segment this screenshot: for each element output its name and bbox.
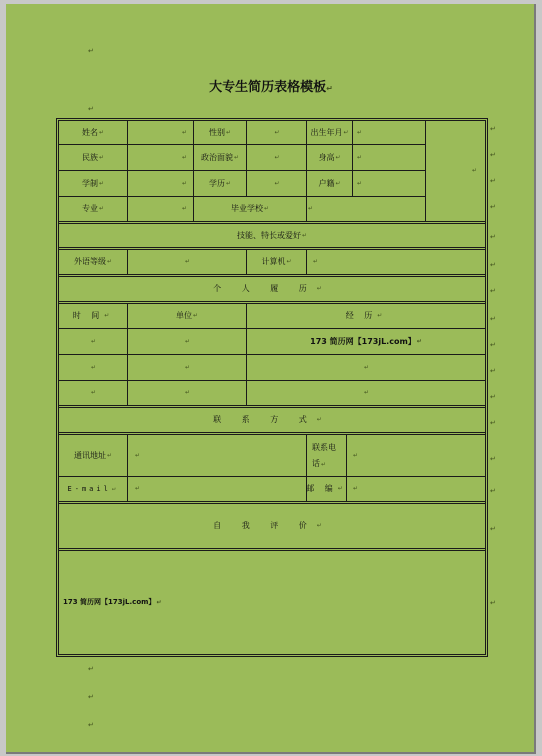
history-row-2-time[interactable]: ↵ bbox=[90, 363, 97, 371]
row-end-mark: ↵ bbox=[490, 315, 496, 323]
paragraph-mark: ↵ bbox=[88, 693, 94, 701]
row-end-mark: ↵ bbox=[490, 203, 496, 211]
history-row-1-time[interactable]: ↵ bbox=[90, 337, 97, 345]
row-end-mark: ↵ bbox=[490, 393, 496, 401]
language-value[interactable]: ↵ bbox=[184, 258, 191, 266]
paragraph-mark: ↵ bbox=[88, 721, 94, 729]
education-label: 学历 ↵ bbox=[208, 178, 232, 188]
email-label: E-mail ↵ bbox=[67, 484, 119, 493]
hukou-value[interactable]: ↵ bbox=[357, 179, 363, 187]
gender-value[interactable]: ↵ bbox=[274, 128, 280, 136]
document-page bbox=[6, 4, 536, 754]
self-eval-content[interactable]: 173 简历网【173jL.com】 ↵ bbox=[63, 598, 162, 607]
row-end-mark: ↵ bbox=[490, 367, 496, 375]
document-title bbox=[6, 76, 536, 95]
history-row-2-unit[interactable]: ↵ bbox=[184, 363, 191, 371]
paragraph-mark: ↵ bbox=[88, 105, 94, 113]
major-value[interactable]: ↵ bbox=[181, 205, 187, 213]
major-label: 专业 ↵ bbox=[81, 204, 105, 214]
row-end-mark: ↵ bbox=[490, 233, 496, 241]
paragraph-mark: ↵ bbox=[88, 665, 94, 673]
name-label: 姓名 ↵ bbox=[81, 127, 105, 137]
skills-title: 技能、特长或爱好 ↵ bbox=[236, 230, 308, 240]
height-label: 身高 ↵ bbox=[318, 152, 341, 162]
row-end-mark: ↵ bbox=[490, 177, 496, 185]
row-end-mark: ↵ bbox=[490, 125, 496, 133]
postcode-value[interactable]: ↵ bbox=[353, 485, 359, 493]
ethnicity-value[interactable]: ↵ bbox=[181, 153, 187, 161]
phone-value[interactable]: ↵ bbox=[353, 451, 359, 459]
paragraph-mark: ↵ bbox=[88, 47, 94, 55]
paragraph-mark: ↵ bbox=[326, 84, 333, 93]
row-end-mark: ↵ bbox=[490, 455, 496, 463]
politics-value[interactable]: ↵ bbox=[274, 153, 280, 161]
name-value[interactable]: ↵ bbox=[181, 128, 187, 136]
history-row-3-time[interactable]: ↵ bbox=[90, 389, 97, 397]
history-row-3-experience[interactable]: ↵ bbox=[363, 389, 370, 397]
edu-system-value[interactable]: ↵ bbox=[181, 179, 187, 187]
history-row-1-experience[interactable]: 173 简历网【173jL.com】 ↵ bbox=[310, 336, 422, 346]
row-end-mark: ↵ bbox=[490, 419, 496, 427]
row-end-mark: ↵ bbox=[490, 525, 496, 533]
postcode-label: 邮 编 ↵ bbox=[306, 484, 347, 494]
phone-label bbox=[307, 435, 346, 476]
contact-title: 联 系 方 式 ↵ bbox=[213, 415, 331, 425]
photo-cell[interactable]: ↵ bbox=[471, 167, 477, 175]
history-row-1-unit[interactable]: ↵ bbox=[184, 337, 191, 345]
history-title: 个 人 履 历 ↵ bbox=[213, 284, 331, 294]
history-row-3-unit[interactable]: ↵ bbox=[184, 389, 191, 397]
self-eval-title: 自 我 评 价 ↵ bbox=[213, 521, 331, 531]
history-time-header: 时 间 ↵ bbox=[72, 311, 114, 321]
row-end-mark: ↵ bbox=[490, 487, 496, 495]
address-value[interactable]: ↵ bbox=[135, 451, 141, 459]
birth-value[interactable]: ↵ bbox=[357, 128, 363, 136]
school-label: 毕业学校 ↵ bbox=[230, 204, 270, 214]
row-end-mark: ↵ bbox=[490, 599, 496, 607]
education-value[interactable]: ↵ bbox=[274, 179, 280, 187]
document-title-text: 大专生简历表格模板 bbox=[209, 80, 327, 95]
row-end-mark: ↵ bbox=[490, 151, 496, 159]
history-unit-header: 单位 ↵ bbox=[175, 311, 199, 321]
history-row-2-experience[interactable]: ↵ bbox=[363, 363, 370, 371]
phone-label-line-2: 话↵ bbox=[312, 458, 327, 468]
edu-system-label: 学制 ↵ bbox=[81, 178, 105, 188]
row-end-mark: ↵ bbox=[490, 341, 496, 349]
politics-label: 政治面貌 ↵ bbox=[200, 152, 240, 162]
birth-label: 出生年月 ↵ bbox=[310, 127, 349, 137]
computer-label: 计算机 ↵ bbox=[261, 257, 292, 267]
gender-label: 性别 ↵ bbox=[208, 127, 232, 137]
computer-value[interactable]: ↵ bbox=[313, 258, 319, 266]
row-end-mark: ↵ bbox=[490, 261, 496, 269]
hukou-label: 户籍 ↵ bbox=[318, 178, 341, 188]
history-experience-header: 经 历 ↵ bbox=[345, 311, 387, 321]
address-label: 通讯地址 ↵ bbox=[73, 450, 113, 460]
school-value[interactable]: ↵ bbox=[308, 205, 314, 213]
row-end-mark: ↵ bbox=[490, 287, 496, 295]
language-label: 外语等级 ↵ bbox=[73, 257, 113, 267]
email-value[interactable]: ↵ bbox=[135, 485, 141, 493]
height-value[interactable]: ↵ bbox=[357, 153, 363, 161]
ethnicity-label: 民族 ↵ bbox=[81, 152, 105, 162]
phone-label-line-1: 联系电 bbox=[312, 442, 336, 452]
